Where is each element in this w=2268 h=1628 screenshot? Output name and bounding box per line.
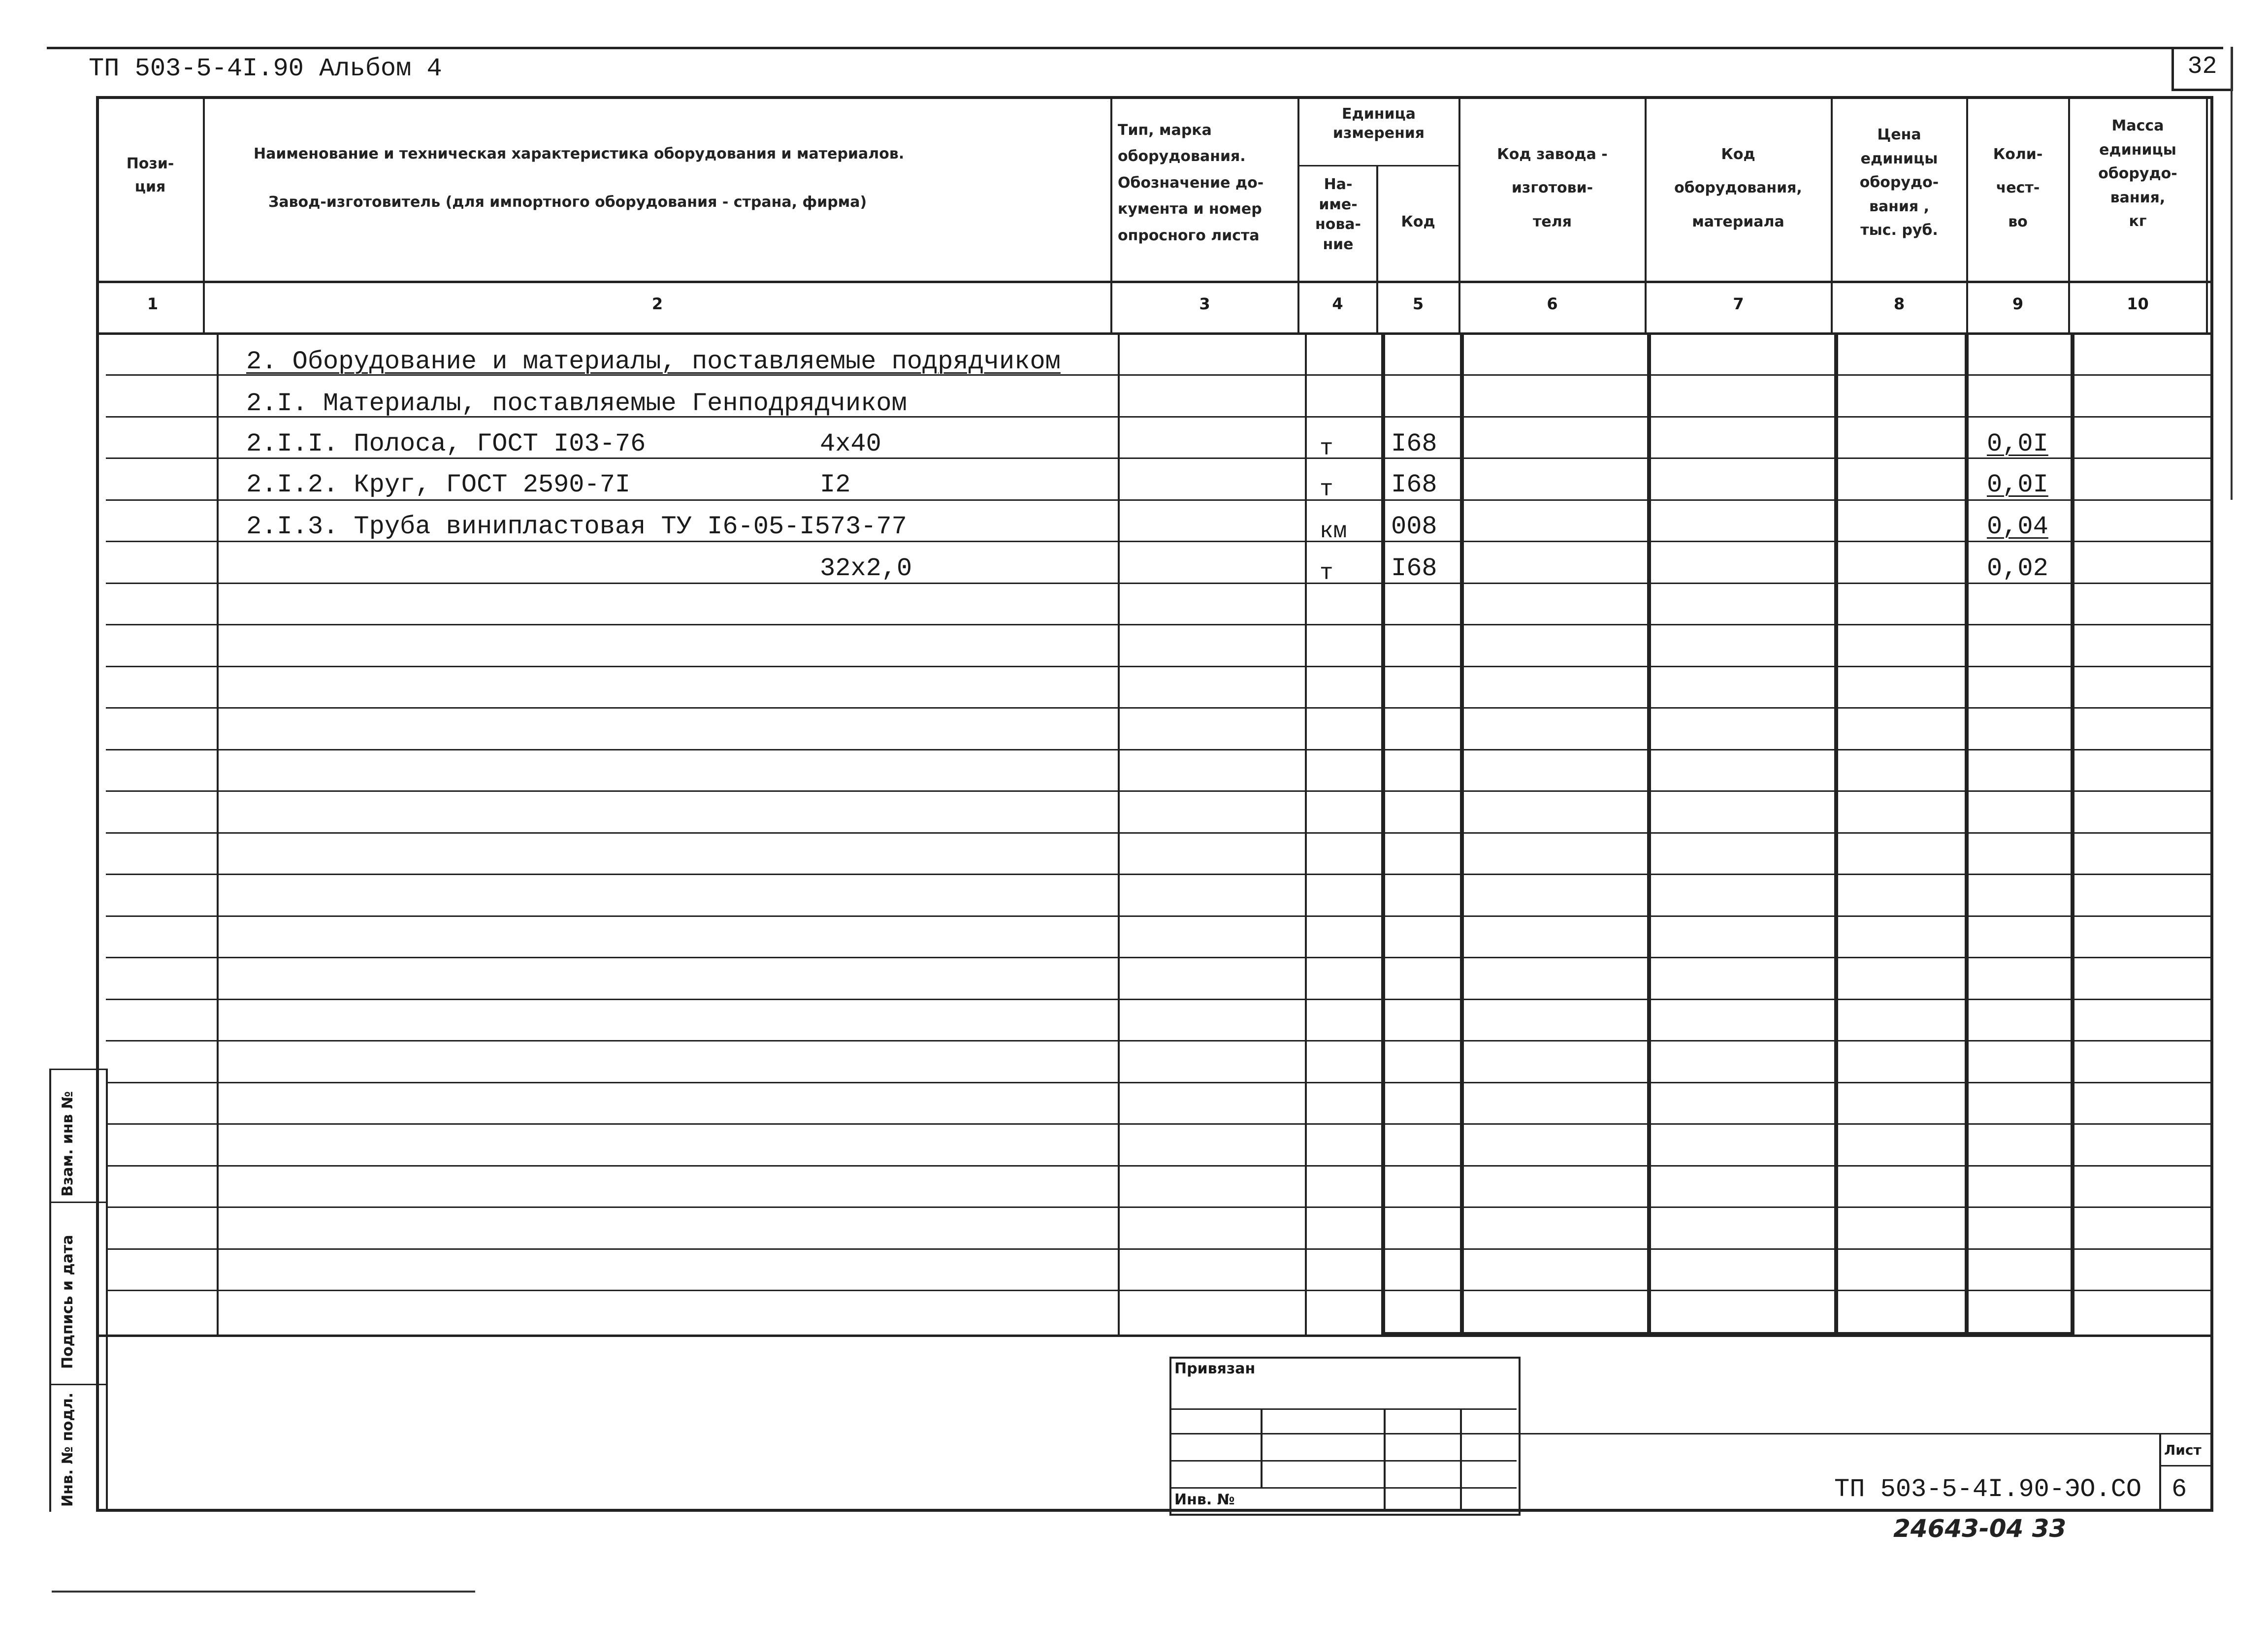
column-number: 10: [2127, 294, 2149, 313]
title-block-rule: [1517, 1433, 2213, 1434]
row-unit-code: 008: [1391, 512, 1437, 541]
col-divider: [1118, 332, 1120, 1337]
stamp-rule: [1169, 1487, 1517, 1489]
column-number: 2: [651, 294, 663, 313]
column-number: 4: [1332, 294, 1343, 313]
row-rule: [106, 915, 2211, 917]
col-divider: [2206, 96, 2208, 332]
col-divider-thick: [1460, 332, 1464, 1337]
side-label-signature-date: Подпись и дата: [59, 1235, 76, 1369]
row-quantity: 0,02: [1987, 554, 2048, 583]
header-type: Тип, марка оборудования. Обозначение до- кумента и номер опросного листа: [1118, 122, 1264, 244]
header-factory-code: Код завода - изготови- теля: [1497, 146, 1608, 230]
document-code: ТП 503-5-4I.90-ЭО.СО: [1834, 1475, 2142, 1504]
side-strip-rule: [49, 1384, 106, 1385]
margin-rule: [2231, 47, 2233, 500]
header-mass: Масса единицы оборудо- вания, кг: [2098, 117, 2177, 230]
row-rule: [106, 1290, 2211, 1291]
row-rule: [106, 1082, 2211, 1083]
row-rule: [106, 832, 2211, 834]
col-divider: [217, 332, 219, 1337]
page-number-box: [2171, 47, 2233, 91]
column-number: 8: [1893, 294, 1905, 313]
row-rule: [106, 666, 2211, 667]
col-divider-thick: [1834, 332, 1838, 1337]
header-unit-code: Код: [1401, 213, 1435, 230]
header-rule: [96, 281, 2213, 283]
side-strip-border: [49, 1069, 51, 1512]
header-name: Наименование и техническая характеристика оборудования и материалов.: [254, 145, 905, 163]
side-label-inv-original: Инв. № подл.: [59, 1392, 76, 1507]
row-rule: [106, 1248, 2211, 1250]
row-rule: [106, 749, 2211, 750]
row-rule: [106, 874, 2211, 875]
row-unit: т: [1320, 477, 1333, 502]
row-rule: [106, 624, 2211, 625]
footer-rule: [52, 1591, 475, 1593]
header-price: Цена единицы оборудо- вания , тыс. руб.: [1859, 126, 1939, 239]
side-strip-rule: [49, 1202, 106, 1203]
side-strip-border: [106, 1069, 108, 1512]
column-number: 7: [1733, 294, 1744, 313]
stamp-inv-label: Инв. №: [1174, 1491, 1235, 1508]
row-unit-code: I68: [1391, 470, 1437, 499]
row-unit-code: I68: [1391, 429, 1437, 458]
row-rule: [106, 499, 2211, 501]
subsection-title: 2.I. Материалы, поставляемые Генподрядчиком: [246, 389, 907, 418]
stamp-rule: [1169, 1433, 1517, 1434]
column-number: 3: [1199, 294, 1210, 313]
header-rule: [96, 332, 2213, 335]
row-quantity: 0,0I: [1987, 470, 2048, 499]
column-number: 9: [2012, 294, 2024, 313]
stamp-divider: [1384, 1408, 1386, 1512]
col-divider-thick: [1647, 332, 1651, 1337]
stamp-rule: [1169, 1460, 1517, 1462]
column-number: 5: [1412, 294, 1424, 313]
row-unit: т: [1320, 436, 1333, 461]
handwritten-number: 24643-04 33: [1893, 1514, 2067, 1543]
row-unit: км: [1320, 519, 1347, 544]
col-divider-thick: [1965, 332, 1969, 1337]
header-manufacturer: Завод-изготовитель (для импортного оборудования - страна, фирма): [268, 194, 867, 211]
row-unit-code: I68: [1391, 554, 1437, 583]
page-number: 32: [2187, 53, 2217, 81]
col-divider: [1305, 332, 1307, 1337]
row-rule: [106, 957, 2211, 958]
unit-group-rule: [1297, 165, 1458, 166]
col-divider-thick: [2071, 332, 2074, 1337]
header-unit-group: Единица измерения: [1332, 105, 1425, 142]
stamp-divider: [1460, 1408, 1462, 1512]
row-rule: [106, 790, 2211, 792]
section-title: 2. Оборудование и материалы, поставляемые подрядчиком: [246, 347, 1061, 376]
row-name: 2.I.I. Полоса, ГОСТ I03-76: [246, 429, 646, 458]
header-equipment-code: Код оборудования, материала: [1674, 146, 1802, 230]
stamp-divider: [1261, 1408, 1263, 1487]
row-rule: [106, 1040, 2211, 1042]
row-quantity: 0,0I: [1987, 429, 2048, 458]
row-rule: [106, 1206, 2211, 1208]
side-strip-rule: [49, 1069, 106, 1070]
stamp-bound-label: Привязан: [1174, 1360, 1256, 1377]
row-name: 2.I.3. Труба винипластовая ТУ I6-05-I573-77: [246, 512, 907, 541]
row-rule: [106, 583, 2211, 584]
sheet-label: Лист: [2164, 1442, 2202, 1458]
header-rule: [47, 47, 2223, 49]
side-label-inv-replace: Взам. инв №: [59, 1091, 76, 1197]
album-title: ТП 503-5-4I.90 Альбом 4: [89, 54, 442, 83]
row-quantity: 0,04: [1987, 512, 2048, 541]
row-rule: [106, 1165, 2211, 1167]
title-block-rule: [2159, 1465, 2213, 1466]
col-divider-thick: [1381, 332, 1385, 1337]
title-block-divider: [2159, 1433, 2161, 1512]
row-unit: т: [1320, 560, 1333, 586]
stamp-rule: [1169, 1408, 1517, 1410]
column-number: 1: [147, 294, 159, 313]
column-number: 6: [1547, 294, 1558, 313]
row-rule: [106, 999, 2211, 1000]
row-rule: [106, 707, 2211, 709]
row-size: 4х40: [820, 429, 881, 458]
header-position: Пози- ция: [126, 155, 174, 195]
body-bottom-rule: [96, 1335, 2213, 1337]
header-unit-name: На- име- нова- ние: [1315, 176, 1361, 253]
header-quantity: Коли- чест- во: [1993, 146, 2043, 230]
row-rule: [106, 1123, 2211, 1125]
row-size: I2: [820, 470, 851, 499]
row-size: 32х2,0: [820, 554, 912, 583]
row-name: 2.I.2. Круг, ГОСТ 2590-7I: [246, 470, 631, 499]
sheet-number: 6: [2171, 1475, 2187, 1504]
